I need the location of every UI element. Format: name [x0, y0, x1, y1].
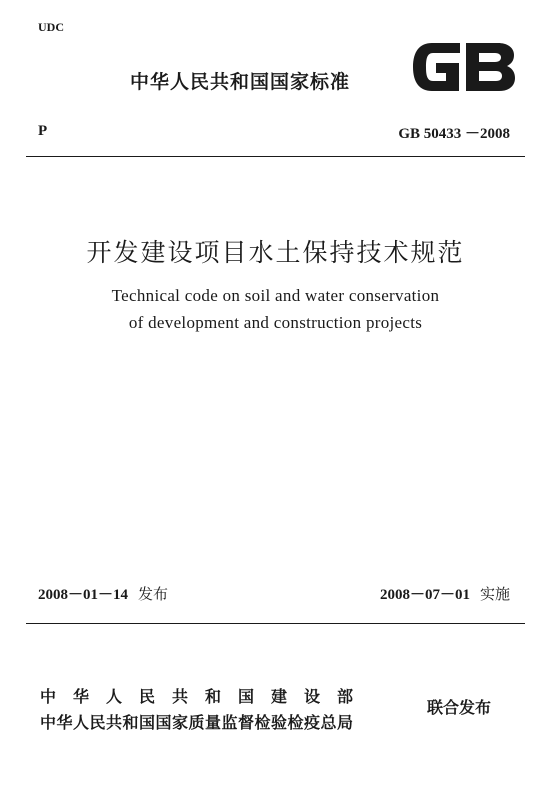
- joint-release-label: 联合发布: [427, 698, 492, 717]
- classification-code: P: [38, 123, 48, 139]
- implementation-label: 实施: [479, 585, 510, 603]
- national-standard-heading: 中华人民共和国国家标准: [130, 71, 351, 93]
- issuer-ministry: 中华人民共和国建设部: [40, 687, 371, 706]
- issue-date: [38, 583, 168, 604]
- issuer-aqsiq: 中华人民共和国国家质量监督检验检疫总局: [40, 713, 354, 732]
- implementation-date-value: 2008－07－01: [379, 587, 470, 603]
- standard-number: GB 50433 －2008: [398, 126, 510, 142]
- issue-label: 发布: [138, 585, 169, 603]
- bottom-divider: [26, 623, 525, 624]
- top-divider: [26, 156, 525, 157]
- implementation-date: [380, 583, 510, 604]
- title-english-line1: Technical code on soil and water conservation: [111, 286, 440, 305]
- issue-date-value: 2008－01－14: [38, 587, 129, 603]
- udc-label: UDC: [38, 20, 64, 34]
- gb-logo: [410, 40, 517, 94]
- title-chinese: 开发建设项目水土保持技术规范: [86, 238, 465, 267]
- title-english-line2: of development and construction projects: [128, 313, 423, 332]
